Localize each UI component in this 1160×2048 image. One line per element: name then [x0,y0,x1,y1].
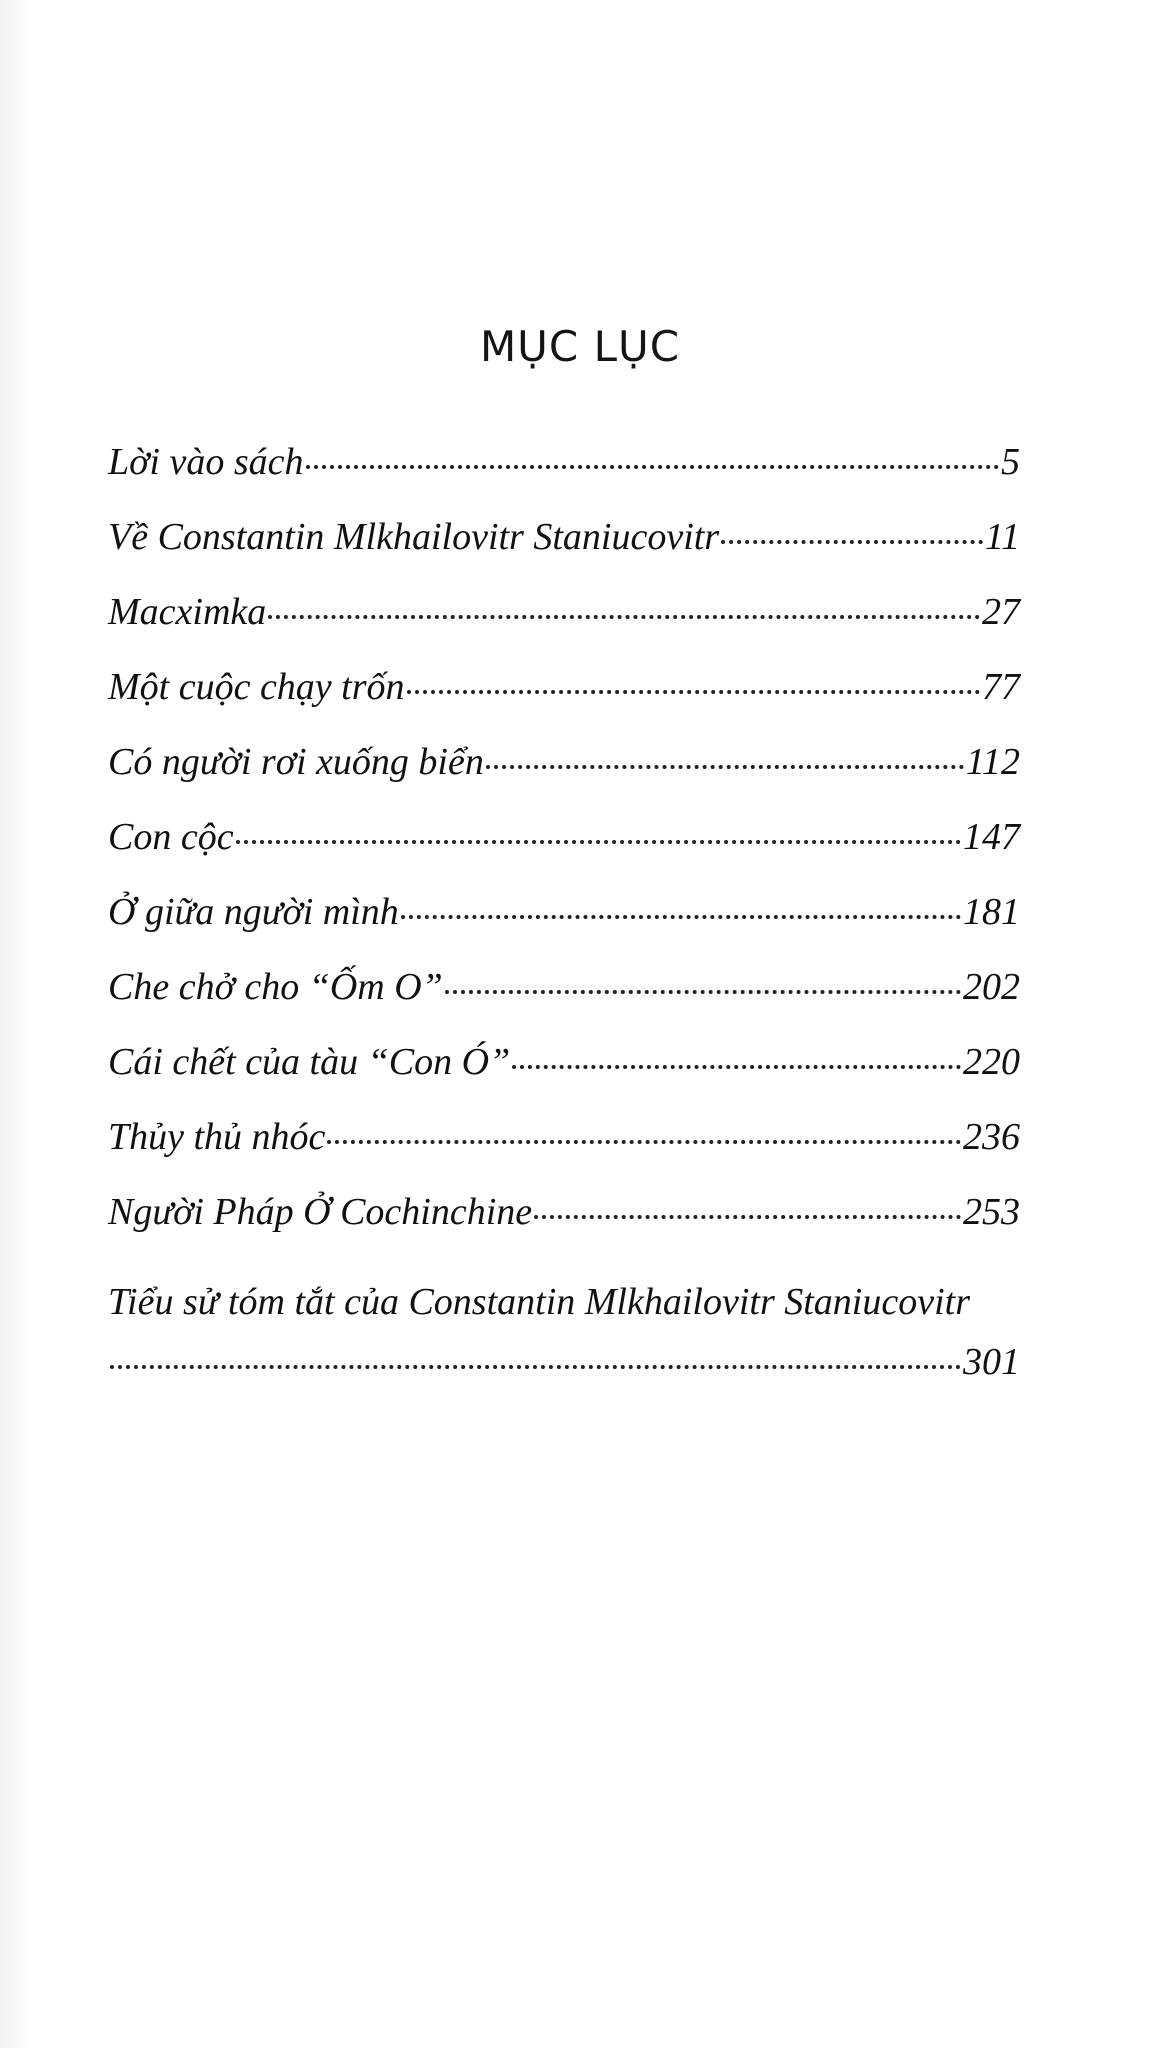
toc-entry [108,815,1020,890]
toc-entry [108,665,1020,740]
toc-entry-label: Macximka [108,591,267,633]
toc-entry [108,890,1020,965]
dot-leader [401,915,961,919]
page-edge-shadow [0,0,30,2048]
toc-entry-page: 236 [963,1116,1020,1158]
toc-entry-page: 202 [963,966,1020,1008]
dot-leader [268,615,980,619]
toc-entry-page: 253 [963,1191,1020,1233]
toc-entry [108,1040,1020,1115]
dot-leader [486,765,964,769]
dot-leader [306,465,1000,469]
toc-entry [108,590,1020,665]
toc-entry-page: 77 [982,666,1020,708]
toc-entry-page: 5 [1001,441,1020,483]
toc-entry-label: Lời vào sách [108,441,304,483]
dot-leader [512,1065,961,1069]
toc-entry-page: 147 [963,816,1020,858]
dot-leader [327,1140,961,1144]
toc-entry-label: Cái chết của tàu “Con Ó” [108,1041,511,1083]
page-title: MỤC LỤC [479,322,681,371]
dot-leader [407,690,980,694]
toc-entry-page: 112 [965,741,1020,783]
toc-entry-page: 301 [963,1341,1020,1383]
dot-leader [534,1215,961,1219]
dot-leader [721,540,983,544]
toc-entry-label: Con cộc [108,816,234,858]
toc-entry-label: Có người rơi xuống biển [108,741,484,783]
toc-entry [108,515,1020,590]
toc-entry-page: 11 [984,516,1020,558]
toc-entry-page: 27 [982,591,1020,633]
toc-entry-continuation [108,1340,1020,1415]
toc-entry-label: Thủy thủ nhóc [108,1116,326,1158]
toc-entry-page: 220 [963,1041,1020,1083]
toc-entry-label: Che chở cho “Ốm O” [108,966,443,1008]
toc-entry [108,1265,1020,1415]
toc-entry-label: Người Pháp Ở Cochinchine [108,1191,533,1233]
toc-entry-label: Ở giữa người mình [108,891,399,933]
table-of-contents [108,440,1020,1415]
dot-leader [110,1365,961,1369]
toc-entry [108,440,1020,515]
dot-leader [236,840,961,844]
toc-entry-label: Về Constantin Mlkhailovitr Staniucovitr [108,516,720,558]
toc-entry-label: Tiểu sử tóm tắt của Constantin Mlkhailovitr Staniucovitr [108,1281,970,1323]
dot-leader [445,990,961,994]
toc-entry [108,1190,1020,1265]
toc-entry [108,740,1020,815]
toc-entry [108,965,1020,1040]
toc-entry [108,1115,1020,1190]
toc-entry-label: Một cuộc chạy trốn [108,666,405,708]
toc-entry-page: 181 [963,891,1020,933]
